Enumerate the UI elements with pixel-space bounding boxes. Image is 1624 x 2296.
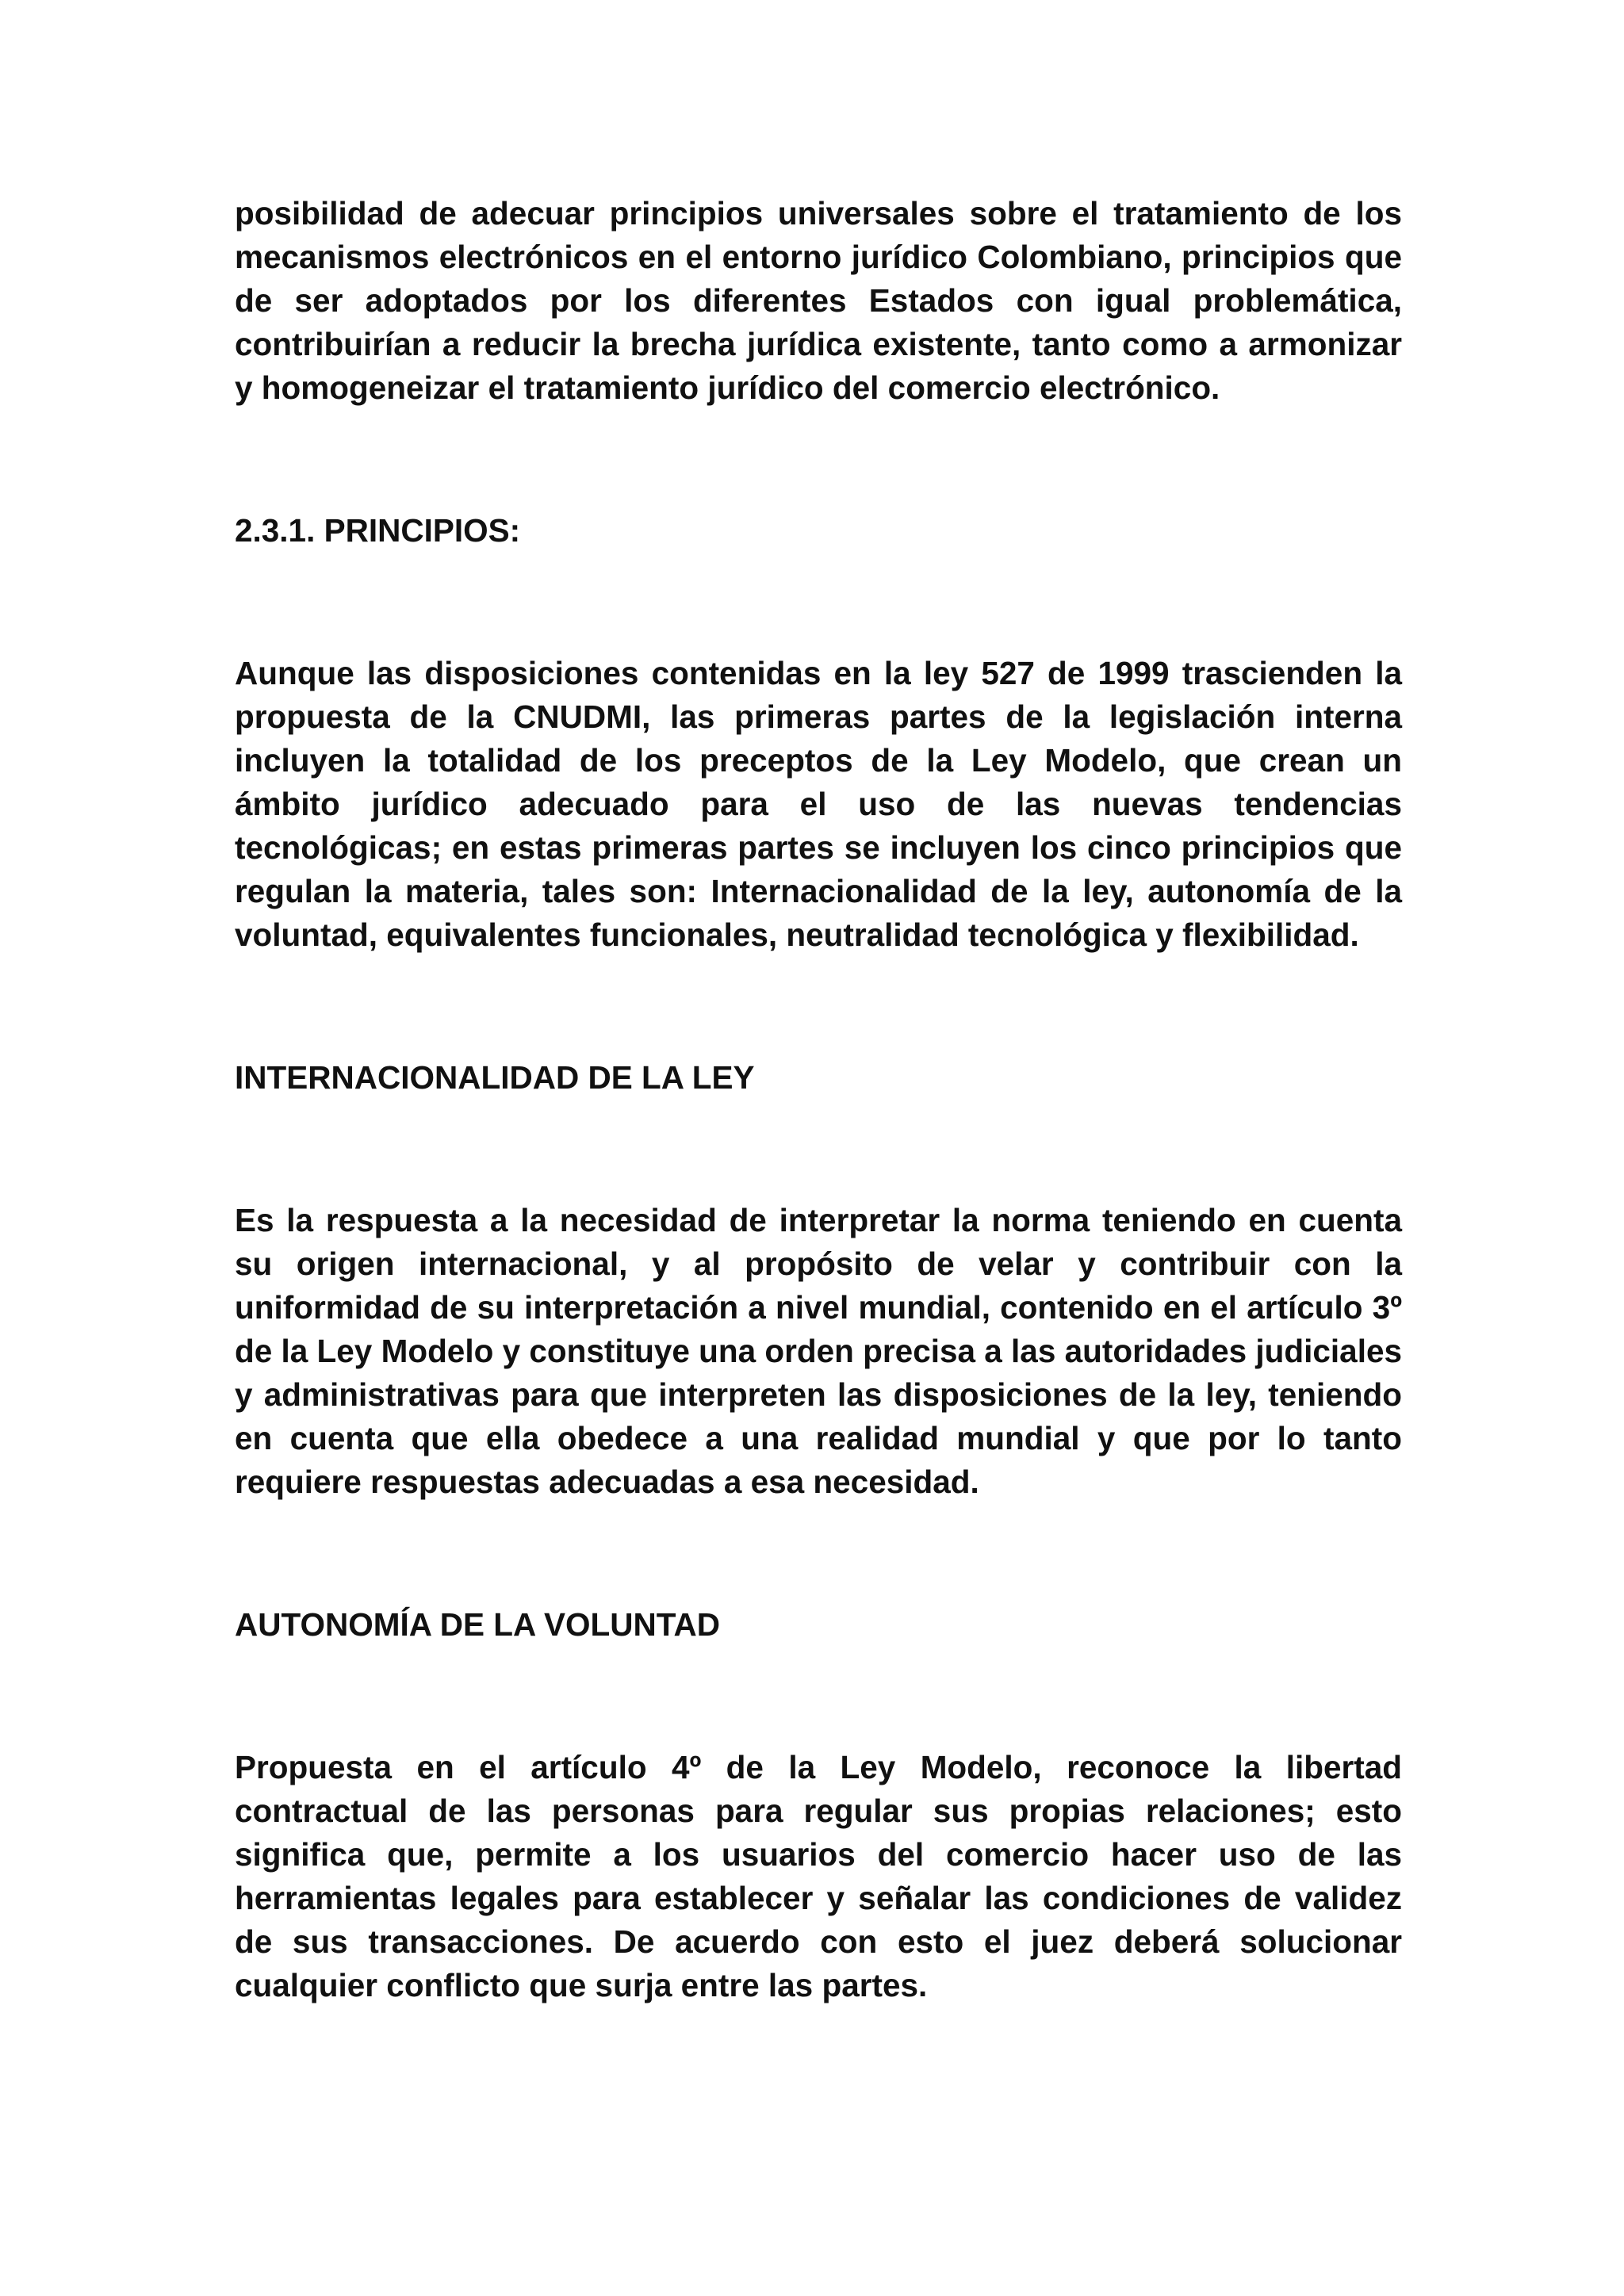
spacer [235,1100,1402,1199]
paragraph-intro: posibilidad de adecuar principios universales sobre el tratamiento de los mecanismos electrónicos en el entorno jurídico Colombiano, principios que de ser adoptados por los diferentes Estados con igual problemática, contribuirían a reducir la brecha jurídica existente, tanto como a armonizar y homogeneizar el tratamiento jurídico del comercio electrónico. [235,195,1402,406]
spacer [235,1647,1402,1746]
spacer [235,553,1402,652]
spacer [235,1504,1402,1603]
paragraph-principios: Aunque las disposiciones contenidas en la ley 527 de 1999 trascienden la propuesta de la CNUDMI, las primeras partes de la legislación interna incluyen la totalidad de los preceptos de la Ley Modelo, que crean un ámbito jurídico adecuado para el uso de las nuevas tendencias tecnológicas; en estas primeras partes se incluyen los cinco principios que regulan la materia, tales son: Internacionalidad de la ley, autonomía de la voluntad, equivalentes funcionales, neutralidad tecnológica y flexibilidad. [235,655,1402,953]
paragraph-internacionalidad: Es la respuesta a la necesidad de interpretar la norma teniendo en cuenta su origen internacional, y al propósito de velar y contribuir con la uniformidad de su interpretación a nivel mundial, contenido en el artículo 3º de la Ley Modelo y constituye una orden precisa a las autoridades judiciales y administrativas para que interpreten las disposiciones de la ley, teniendo en cuenta que ella obedece a una realidad mundial y que por lo tanto requiere respuestas adecuadas a esa necesidad. [235,1202,1402,1500]
spacer [235,410,1402,509]
spacer [235,957,1402,1056]
heading-internacionalidad: INTERNACIONALIDAD DE LA LEY [235,1059,755,1096]
section-heading-principios: 2.3.1. PRINCIPIOS: [235,512,521,549]
heading-autonomia: AUTONOMÍA DE LA VOLUNTAD [235,1606,720,1643]
paragraph-autonomia: Propuesta en el artículo 4º de la Ley Modelo, reconoce la libertad contractual de las personas para regular sus propias relaciones; esto significa que, permite a los usuarios del comercio hacer uso de las herramientas legales para establecer y señalar las condiciones de validez de sus transacciones. De acuerdo con esto el juez deberá solucionar cualquier conflicto que surja entre las partes. [235,1749,1402,2003]
document-body [235,192,1402,2007]
